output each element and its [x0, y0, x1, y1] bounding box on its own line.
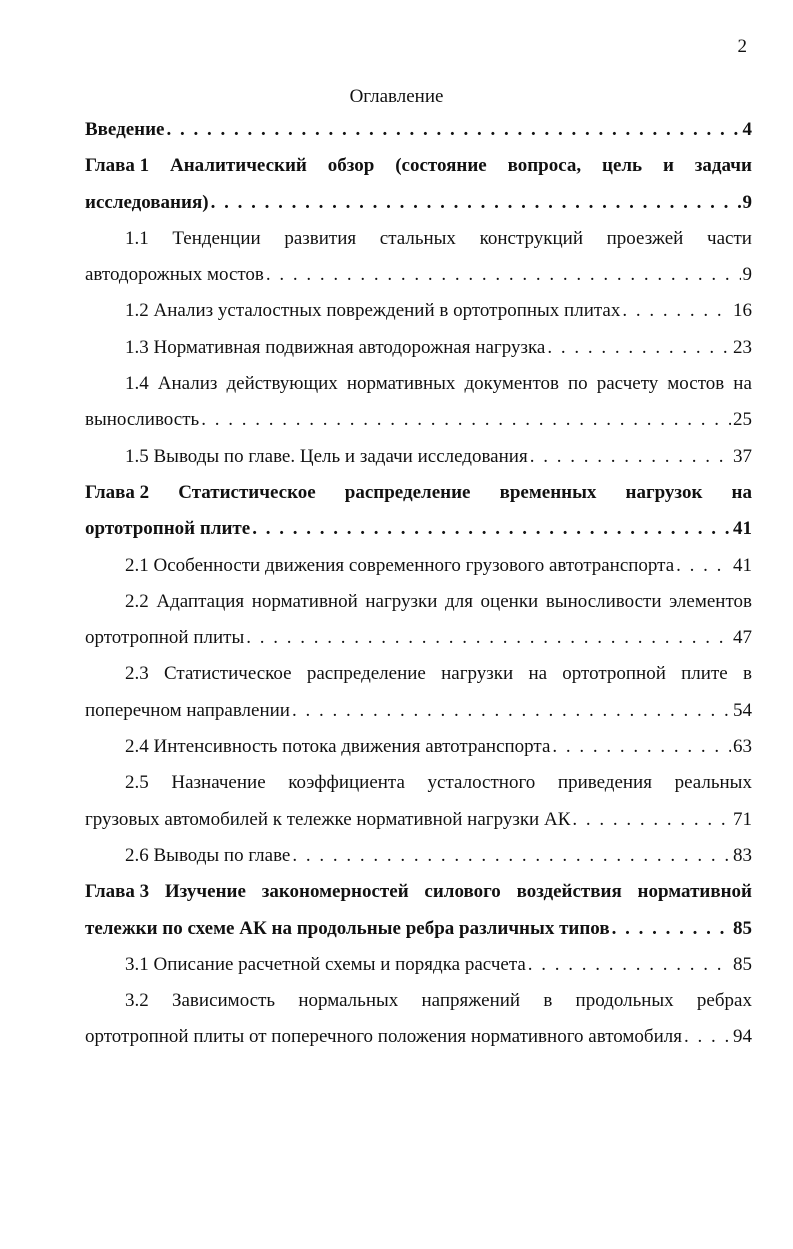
toc-entry-text: поперечном направлении: [85, 699, 290, 721]
toc-word: цель: [602, 155, 643, 177]
toc-entry-text: 2.6 Выводы по главе: [125, 844, 291, 866]
toc-word: продольных: [575, 990, 674, 1012]
toc-word: плите: [681, 663, 728, 685]
toc-word: 1.1: [125, 227, 149, 249]
toc-line: [85, 1019, 752, 1055]
toc-word: приведения: [557, 772, 652, 794]
toc-word: нагрузок: [625, 481, 703, 503]
toc-page-number: 9: [742, 191, 752, 213]
toc-word: элементов: [669, 590, 752, 612]
toc-page-number: 41: [733, 554, 752, 576]
dot-leader: [266, 257, 741, 293]
toc-page-number: 4: [742, 119, 752, 140]
toc-line: [85, 765, 752, 801]
toc-word: задачи: [694, 155, 752, 177]
toc-line: [85, 838, 752, 874]
toc-entry-text: 2.1 Особенности движения современного грузового автотранспорта: [125, 554, 675, 576]
toc-line: [85, 293, 752, 329]
toc-word: стальных: [379, 227, 456, 249]
dot-leader: [552, 729, 731, 765]
toc-line: [85, 221, 752, 257]
toc-word: 1.4: [125, 373, 149, 395]
toc-line: [85, 185, 752, 221]
toc-line: [85, 947, 752, 983]
toc-word: части: [707, 227, 752, 249]
toc-word: Зависимость: [171, 990, 276, 1012]
toc-word: 2.3: [125, 663, 149, 685]
toc-line: [85, 693, 752, 729]
dot-leader: [572, 802, 731, 838]
toc-word: нагрузки: [441, 663, 514, 685]
toc-page-number: 83: [733, 844, 752, 866]
toc-page-number: 85: [733, 953, 752, 975]
toc-word: на: [731, 481, 752, 503]
toc-word: вопроса,: [507, 155, 582, 177]
toc-line: [85, 330, 752, 366]
toc-line: [85, 911, 752, 947]
toc-word: и: [662, 155, 674, 177]
dot-leader: [684, 1019, 731, 1055]
toc-word: воздействия: [516, 881, 622, 903]
toc-word: Анализ: [157, 373, 218, 395]
dot-leader: [547, 330, 731, 366]
table-of-contents: [85, 112, 752, 1056]
toc-title: Оглавление: [349, 86, 444, 107]
toc-line: [85, 983, 752, 1019]
toc-word: нагрузки: [365, 590, 438, 612]
toc-word: действующих: [226, 373, 338, 395]
toc-word: проезжей: [606, 227, 684, 249]
toc-word: ортотропной: [562, 663, 666, 685]
toc-word: мостов: [667, 373, 725, 395]
dot-leader: [252, 511, 731, 547]
toc-word: временных: [499, 481, 597, 503]
toc-word: в: [742, 663, 752, 685]
dot-leader: [211, 185, 741, 221]
toc-word: выносливости: [545, 590, 662, 612]
toc-word: Статистическое: [178, 481, 316, 503]
toc-page-number: 47: [733, 627, 752, 649]
dot-leader: [167, 112, 741, 148]
toc-word: 3.2: [125, 990, 149, 1012]
toc-page-number: 54: [733, 699, 752, 721]
toc-line: [85, 366, 752, 402]
toc-line: [85, 548, 752, 584]
dot-leader: [676, 548, 731, 584]
toc-word: Аналитический: [169, 155, 307, 177]
toc-entry-text: 1.5 Выводы по главе. Цель и задачи исследования: [125, 445, 528, 467]
toc-word: (состояние: [395, 155, 487, 177]
toc-word: для: [445, 590, 473, 612]
toc-page-number: 71: [733, 808, 752, 830]
toc-page-number: 37: [733, 445, 752, 467]
toc-line: [85, 802, 752, 838]
toc-entry-text: выносливость: [85, 409, 200, 431]
toc-word: распределение: [344, 481, 471, 503]
toc-line: [85, 656, 752, 692]
toc-word: в: [543, 990, 553, 1012]
toc-entry-text: автодорожных мостов: [85, 264, 264, 286]
dot-leader: [530, 439, 731, 475]
toc-word: ребрах: [696, 990, 752, 1012]
toc-line: [85, 511, 752, 547]
toc-word: обзор: [327, 155, 375, 177]
toc-page-number: 9: [742, 264, 752, 286]
toc-word: 2.5: [125, 772, 149, 794]
toc-page-number: 41: [733, 518, 752, 540]
toc-word: Тенденции: [172, 227, 261, 249]
toc-word: 2.2: [125, 590, 149, 612]
toc-entry-text: Введение: [85, 119, 165, 140]
toc-line: [85, 475, 752, 511]
toc-word: Адаптация: [156, 590, 245, 612]
toc-word: оценки: [480, 590, 539, 612]
page-number: 2: [737, 36, 747, 57]
toc-line: [85, 402, 752, 438]
toc-entry-text: ортотропной плиты от поперечного положения нормативного автомобиля: [85, 1026, 682, 1048]
toc-entry-text: ортотропной плите: [85, 518, 251, 540]
dot-leader: [622, 293, 731, 329]
toc-page-number: 63: [733, 736, 752, 758]
toc-line: [85, 729, 752, 765]
toc-entry-text: 2.4 Интенсивность потока движения автотранспорта: [125, 736, 551, 758]
toc-entry-text: ортотропной плиты: [85, 627, 245, 649]
toc-word: по: [568, 373, 588, 395]
toc-word: конструкций: [479, 227, 583, 249]
toc-line: [85, 584, 752, 620]
toc-page-number: 23: [733, 336, 752, 358]
toc-word: Статистическое: [164, 663, 292, 685]
dot-leader: [528, 947, 731, 983]
toc-entry-text: исследования): [85, 191, 209, 213]
toc-page-number: 25: [733, 409, 752, 431]
toc-word: нормальных: [298, 990, 399, 1012]
toc-word: расчету: [596, 373, 659, 395]
toc-word: распределение: [306, 663, 426, 685]
toc-word: нормативных: [346, 373, 456, 395]
toc-word: напряжений: [421, 990, 521, 1012]
toc-word: нормативной: [637, 881, 752, 903]
toc-line: [85, 620, 752, 656]
toc-entry-text: тележки по схеме АК на продольные ребра различных типов: [85, 917, 610, 939]
toc-word: нормативной: [251, 590, 358, 612]
toc-entry-text: 3.1 Описание расчетной схемы и порядка расчета: [125, 953, 526, 975]
dot-leader: [246, 620, 731, 656]
toc-word: Назначение: [171, 772, 266, 794]
toc-word: закономерностей: [261, 881, 409, 903]
toc-word: Глава 3: [85, 881, 150, 903]
toc-line: [85, 148, 752, 184]
toc-word: развития: [284, 227, 357, 249]
dot-leader: [292, 838, 731, 874]
dot-leader: [612, 911, 731, 947]
toc-word: на: [733, 373, 752, 395]
toc-entry-text: 1.3 Нормативная подвижная автодорожная нагрузка: [125, 336, 546, 358]
toc-word: на: [528, 663, 548, 685]
toc-word: коэффициента: [288, 772, 405, 794]
toc-word: Изучение: [164, 881, 246, 903]
toc-entry-text: грузовых автомобилей к тележке нормативной нагрузки АК: [85, 808, 571, 830]
toc-line: [85, 112, 752, 148]
toc-word: реальных: [674, 772, 752, 794]
toc-page-number: 94: [733, 1026, 752, 1048]
toc-page-number: 85: [733, 917, 752, 939]
toc-line: [85, 439, 752, 475]
dot-leader: [201, 402, 731, 438]
toc-word: силового: [424, 881, 501, 903]
toc-word: Глава 1: [85, 155, 150, 177]
toc-word: Глава 2: [85, 481, 150, 503]
toc-word: усталостного: [427, 772, 536, 794]
toc-word: документов: [464, 373, 559, 395]
dot-leader: [292, 693, 731, 729]
toc-line: [85, 874, 752, 910]
toc-entry-text: 1.2 Анализ усталостных повреждений в ортотропных плитах: [125, 300, 621, 322]
toc-page-number: 16: [733, 300, 752, 322]
toc-line: [85, 257, 752, 293]
